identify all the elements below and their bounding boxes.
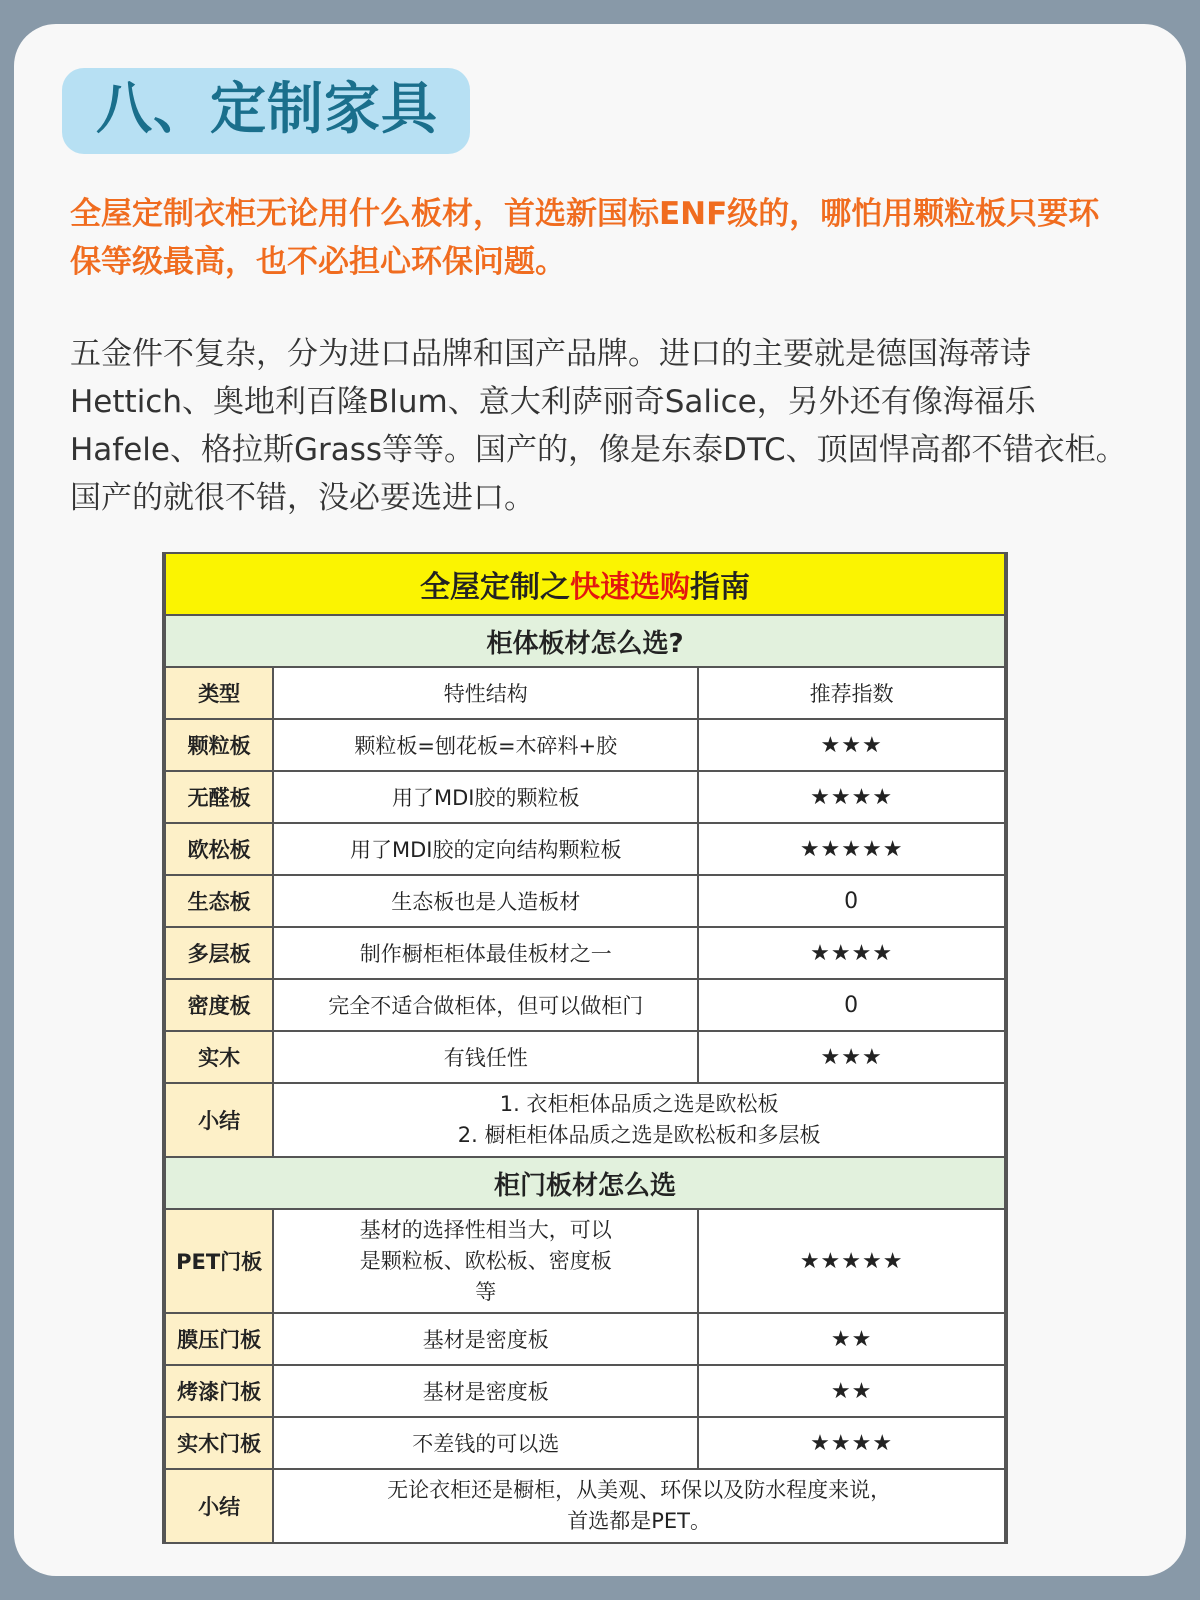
guide-title-highlight: 快速选购: [570, 570, 690, 605]
table-row: 实木 有钱任性 ★★★: [165, 1031, 1005, 1083]
rating-stars: ★★★: [698, 1031, 1005, 1083]
header-type: 类型: [165, 667, 273, 719]
table-row: 密度板 完全不适合做柜体，但可以做柜门 0: [165, 979, 1005, 1031]
summary-row-door: 小结 无论衣柜还是橱柜，从美观、环保以及防水程度来说， 首选都是PET。: [165, 1469, 1005, 1543]
rating-stars: ★★★★★: [698, 1209, 1005, 1313]
table-row: 膜压门板 基材是密度板 ★★: [165, 1313, 1005, 1365]
rating-stars: ★★★★: [698, 771, 1005, 823]
highlight-paragraph: 全屋定制衣柜无论用什么板材，首选新国标ENF级的，哪怕用颗粒板只要环保等级最高，也不必担心环保问题。: [70, 196, 1100, 280]
rating-stars: ★★★: [698, 719, 1005, 771]
table-row: 烤漆门板 基材是密度板 ★★: [165, 1365, 1005, 1417]
rating-stars: ★★: [698, 1365, 1005, 1417]
table-row: 多层板 制作橱柜柜体最佳板材之一 ★★★★: [165, 927, 1005, 979]
rating-stars: 0: [698, 979, 1005, 1031]
section-heading: 八、定制家具: [96, 77, 438, 142]
guide-title-row: [165, 554, 1005, 615]
table-row: PET门板 基材的选择性相当大，可以 是颗粒板、欧松板、密度板 等 ★★★★★: [165, 1209, 1005, 1313]
header-rating: 推荐指数: [698, 667, 1005, 719]
table-row: 生态板 生态板也是人造板材 0: [165, 875, 1005, 927]
buying-guide-table: [162, 552, 1008, 1544]
section-header-cabinet: 柜体板材怎么选?: [165, 615, 1005, 667]
header-feature: 特性结构: [273, 667, 698, 719]
body-paragraph: 五金件不复杂，分为进口品牌和国产品牌。进口的主要就是德国海蒂诗Hettich、奥地利百隆Blum、意大利萨丽奇Salice，另外还有像海福乐Hafele、格拉斯Grass等等。国产的，像是东泰DTC、顶固悍高都不错衣柜。国产的就很不错，没必要选进口。: [70, 336, 1127, 516]
rating-stars: ★★★★: [698, 1417, 1005, 1469]
rating-stars: ★★: [698, 1313, 1005, 1365]
table-row: 欧松板 用了MDI胶的定向结构颗粒板 ★★★★★: [165, 823, 1005, 875]
table-header-row: [165, 667, 1005, 719]
table-row: 颗粒板 颗粒板=刨花板=木碎料+胶 ★★★: [165, 719, 1005, 771]
rating-stars: 0: [698, 875, 1005, 927]
section-header-door: 柜门板材怎么选: [165, 1157, 1005, 1209]
content-card: [14, 24, 1186, 1576]
guide-title: 全屋定制之快速选购指南: [165, 554, 1005, 615]
section-heading-badge: [62, 68, 470, 154]
rating-stars: ★★★★★: [698, 823, 1005, 875]
rating-stars: ★★★★: [698, 927, 1005, 979]
table-row: 实木门板 不差钱的可以选 ★★★★: [165, 1417, 1005, 1469]
table-row: 无醛板 用了MDI胶的颗粒板 ★★★★: [165, 771, 1005, 823]
summary-row-cabinet: 小结 1. 衣柜柜体品质之选是欧松板 2. 橱柜柜体品质之选是欧松板和多层板: [165, 1083, 1005, 1157]
